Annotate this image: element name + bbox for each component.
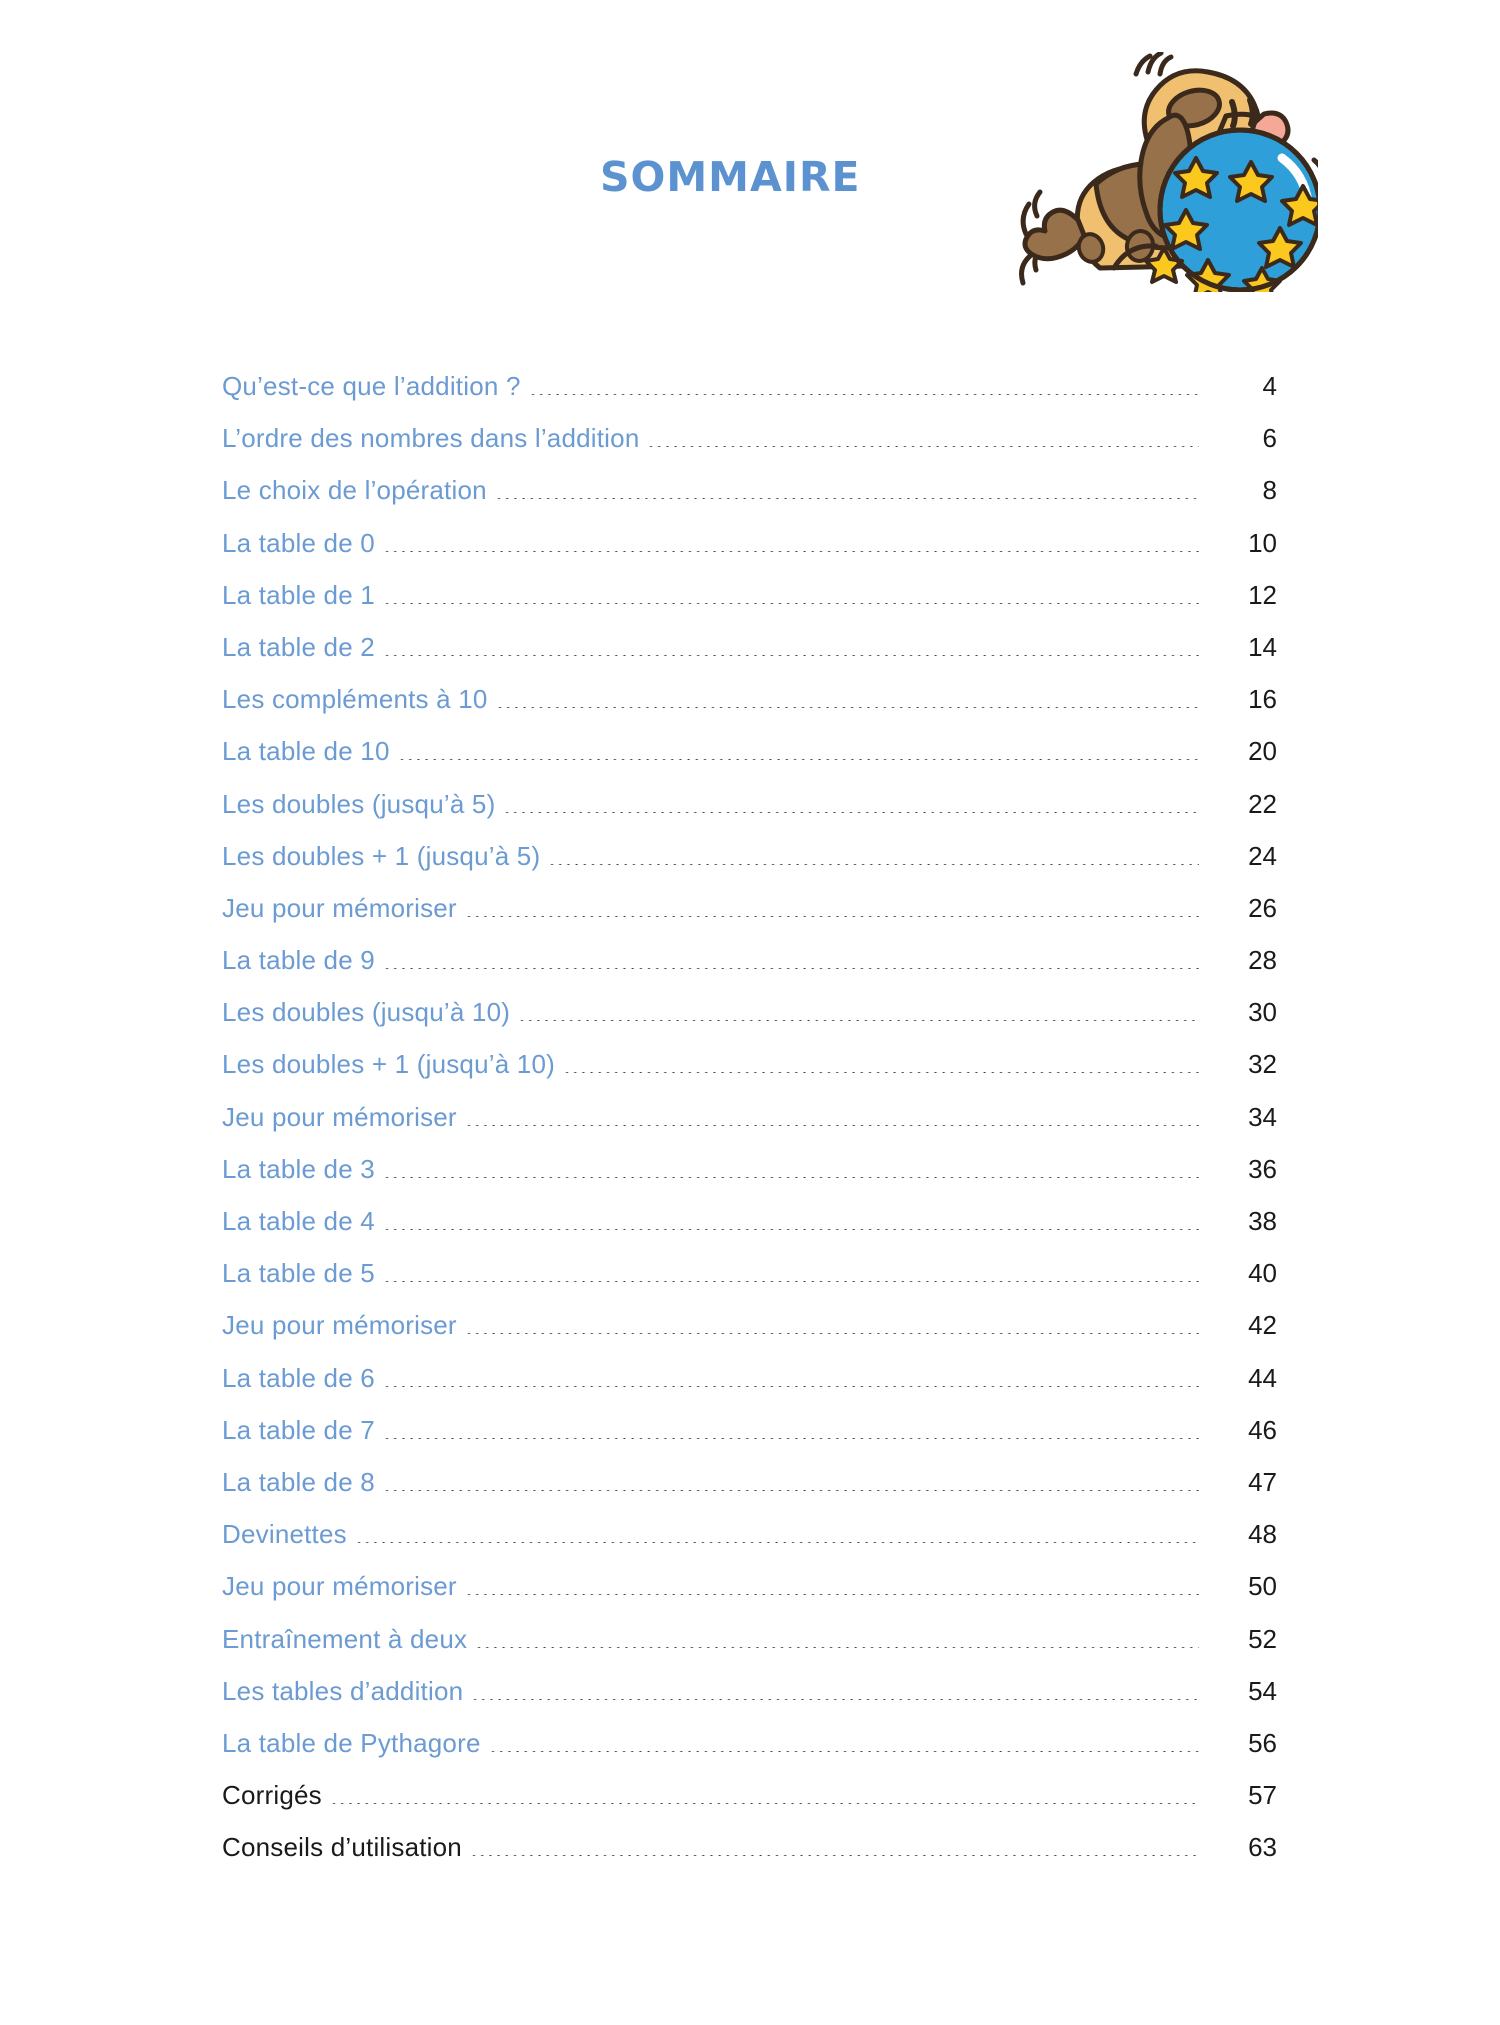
toc-dot-leader bbox=[467, 1594, 1199, 1595]
toc-row[interactable] bbox=[222, 371, 1277, 423]
toc-page-number: 8 bbox=[1262, 475, 1277, 506]
toc-dot-leader bbox=[477, 1647, 1199, 1648]
toc-row[interactable] bbox=[222, 1676, 1277, 1728]
toc-page-number: 6 bbox=[1262, 423, 1277, 454]
toc-page-number: 16 bbox=[1248, 684, 1277, 715]
toc-dot-leader bbox=[491, 1751, 1199, 1752]
toc-dot-leader bbox=[505, 812, 1199, 813]
motion-arc-icon bbox=[1035, 192, 1040, 216]
toc-row[interactable] bbox=[222, 423, 1277, 475]
toc-row[interactable] bbox=[222, 736, 1277, 788]
dog-with-star-ball-illustration bbox=[1018, 52, 1318, 292]
motion-arc-icon bbox=[1022, 256, 1030, 283]
toc-row[interactable] bbox=[222, 580, 1277, 632]
motion-arc-icon bbox=[1023, 204, 1029, 234]
toc-dot-leader bbox=[649, 446, 1199, 447]
toc-entry-label: La table de 5 bbox=[222, 1258, 375, 1289]
toc-page-number: 24 bbox=[1248, 840, 1277, 871]
toc-page-number: 47 bbox=[1248, 1466, 1277, 1497]
toc-page-number: 44 bbox=[1248, 1362, 1277, 1393]
toc-dot-leader bbox=[467, 1333, 1199, 1334]
toc-row[interactable] bbox=[222, 684, 1277, 736]
toc-entry-label: La table de 9 bbox=[222, 945, 375, 976]
toc-page-number: 20 bbox=[1248, 736, 1277, 767]
dog-eye bbox=[1232, 102, 1235, 126]
toc-dot-leader bbox=[400, 759, 1199, 760]
toc-entry-label: Corrigés bbox=[222, 1780, 322, 1811]
toc-dot-leader bbox=[385, 655, 1199, 656]
toc-entry-label: Les doubles + 1 (jusqu’à 5) bbox=[222, 840, 541, 871]
toc-entry-label: Les tables d’addition bbox=[222, 1675, 464, 1706]
dog-tail bbox=[1025, 210, 1084, 259]
toc-row[interactable] bbox=[222, 1102, 1277, 1154]
toc-row[interactable] bbox=[222, 1258, 1277, 1310]
toc-entry-label: La table de 10 bbox=[222, 736, 390, 767]
toc-entry-label: Les compléments à 10 bbox=[222, 684, 488, 715]
toc-entry-label: Qu’est-ce que l’addition ? bbox=[222, 371, 521, 401]
toc-entry-label: Le choix de l’opération bbox=[222, 475, 487, 506]
toc-entry-label: Jeu pour mémoriser bbox=[222, 1571, 457, 1602]
toc-dot-leader bbox=[565, 1072, 1199, 1073]
toc-entry-label: Jeu pour mémoriser bbox=[222, 1310, 457, 1341]
toc-entry-label: La table de 0 bbox=[222, 527, 375, 558]
toc-entry-label: L’ordre des nombres dans l’addition bbox=[222, 423, 640, 454]
toc-page-number: 38 bbox=[1248, 1206, 1277, 1236]
toc-dot-leader bbox=[498, 707, 1199, 708]
toc-dot-leader bbox=[385, 1177, 1199, 1178]
toc-page-number: 42 bbox=[1248, 1310, 1277, 1341]
toc-page-number: 10 bbox=[1248, 527, 1277, 558]
toc-row[interactable] bbox=[222, 893, 1277, 945]
toc-entry-label: La table de 3 bbox=[222, 1153, 375, 1184]
toc-page-number: 50 bbox=[1248, 1571, 1277, 1602]
toc-dot-leader bbox=[473, 1699, 1199, 1700]
toc-entry-label: La table de 1 bbox=[222, 579, 375, 610]
toc-dot-leader bbox=[385, 603, 1199, 604]
toc-dot-leader bbox=[385, 1438, 1199, 1439]
toc-dot-leader bbox=[497, 498, 1199, 499]
toc-dot-leader bbox=[520, 1020, 1199, 1021]
mascot-svg bbox=[1018, 52, 1318, 292]
toc-page-number: 46 bbox=[1248, 1414, 1277, 1445]
toc-entry-label: Entraînement à deux bbox=[222, 1623, 468, 1654]
toc-page-number: 57 bbox=[1248, 1780, 1277, 1811]
toc-row[interactable] bbox=[222, 632, 1277, 684]
toc-dot-leader bbox=[531, 394, 1199, 395]
toc-page-number: 54 bbox=[1248, 1675, 1277, 1706]
toc-entry-label: La table de 6 bbox=[222, 1362, 375, 1393]
toc-entry-label: Conseils d’utilisation bbox=[222, 1832, 462, 1863]
dog-eye bbox=[1250, 100, 1253, 124]
toc-page-number: 36 bbox=[1248, 1153, 1277, 1184]
toc-page-number: 52 bbox=[1248, 1623, 1277, 1654]
toc-dot-leader bbox=[385, 551, 1199, 552]
toc-page-number: 14 bbox=[1248, 631, 1277, 662]
toc-page-number: 48 bbox=[1248, 1519, 1277, 1550]
toc-entry-label: Les doubles (jusqu’à 10) bbox=[222, 997, 511, 1028]
toc-page-number: 26 bbox=[1248, 892, 1277, 923]
toc-dot-leader bbox=[385, 1386, 1199, 1387]
toc-dot-leader bbox=[385, 968, 1199, 969]
toc-page-number: 30 bbox=[1248, 997, 1277, 1028]
toc-entry-label: Devinettes bbox=[222, 1519, 347, 1550]
toc-entry-label: Les doubles (jusqu’à 5) bbox=[222, 788, 496, 819]
toc-page-number: 12 bbox=[1248, 579, 1277, 610]
toc-row[interactable] bbox=[222, 1206, 1277, 1258]
toc-row[interactable] bbox=[222, 528, 1277, 580]
toc-dot-leader bbox=[472, 1855, 1199, 1856]
toc-row[interactable] bbox=[222, 1624, 1277, 1676]
toc-page-number: 28 bbox=[1248, 945, 1277, 976]
toc-dot-leader bbox=[467, 916, 1199, 917]
toc-dot-leader bbox=[467, 1125, 1199, 1126]
toc-page-number: 34 bbox=[1248, 1101, 1277, 1132]
toc-page-number: 40 bbox=[1248, 1258, 1277, 1289]
toc-page-number: 63 bbox=[1248, 1832, 1277, 1863]
toc-row[interactable] bbox=[222, 1467, 1277, 1519]
toc-row[interactable] bbox=[222, 475, 1277, 527]
toc-row[interactable] bbox=[222, 1049, 1277, 1101]
toc-page-number: 32 bbox=[1248, 1049, 1277, 1080]
toc-page-number: 4 bbox=[1262, 371, 1277, 401]
page-title: sommaire bbox=[600, 137, 861, 205]
toc-row[interactable] bbox=[222, 1519, 1277, 1571]
toc-dot-leader bbox=[385, 1281, 1199, 1282]
toc-row[interactable] bbox=[222, 1728, 1277, 1780]
toc-row[interactable] bbox=[222, 1415, 1277, 1467]
toc-row[interactable] bbox=[222, 1154, 1277, 1206]
toc-row[interactable] bbox=[222, 841, 1277, 893]
toc-row[interactable] bbox=[222, 1310, 1277, 1362]
toc-row[interactable] bbox=[222, 789, 1277, 841]
toc-entry-label: La table de 7 bbox=[222, 1414, 375, 1445]
toc-dot-leader bbox=[357, 1542, 1199, 1543]
toc-dot-leader bbox=[550, 864, 1199, 865]
toc-entry-label: La table de 2 bbox=[222, 631, 375, 662]
toc-entry-label: Jeu pour mémoriser bbox=[222, 1101, 457, 1132]
toc-entry-label: La table de 4 bbox=[222, 1206, 375, 1236]
toc-dot-leader bbox=[385, 1490, 1199, 1491]
toc-row[interactable] bbox=[222, 997, 1277, 1049]
toc-entry-label: La table de Pythagore bbox=[222, 1727, 481, 1758]
toc-row[interactable] bbox=[222, 1571, 1277, 1623]
toc-row[interactable] bbox=[222, 1832, 1277, 1884]
toc-entry-label: Jeu pour mémoriser bbox=[222, 892, 457, 923]
table-of-contents bbox=[222, 371, 1277, 1884]
toc-entry-label: La table de 8 bbox=[222, 1466, 375, 1497]
toc-row[interactable] bbox=[222, 1363, 1277, 1415]
page-header bbox=[0, 0, 1500, 300]
toc-page-number: 22 bbox=[1248, 788, 1277, 819]
toc-page-number: 56 bbox=[1248, 1727, 1277, 1758]
toc-dot-leader bbox=[332, 1803, 1199, 1804]
toc-entry-label: Les doubles + 1 (jusqu’à 10) bbox=[222, 1049, 555, 1080]
toc-row[interactable] bbox=[222, 1780, 1277, 1832]
toc-dot-leader bbox=[385, 1229, 1199, 1230]
toc-row[interactable] bbox=[222, 945, 1277, 997]
